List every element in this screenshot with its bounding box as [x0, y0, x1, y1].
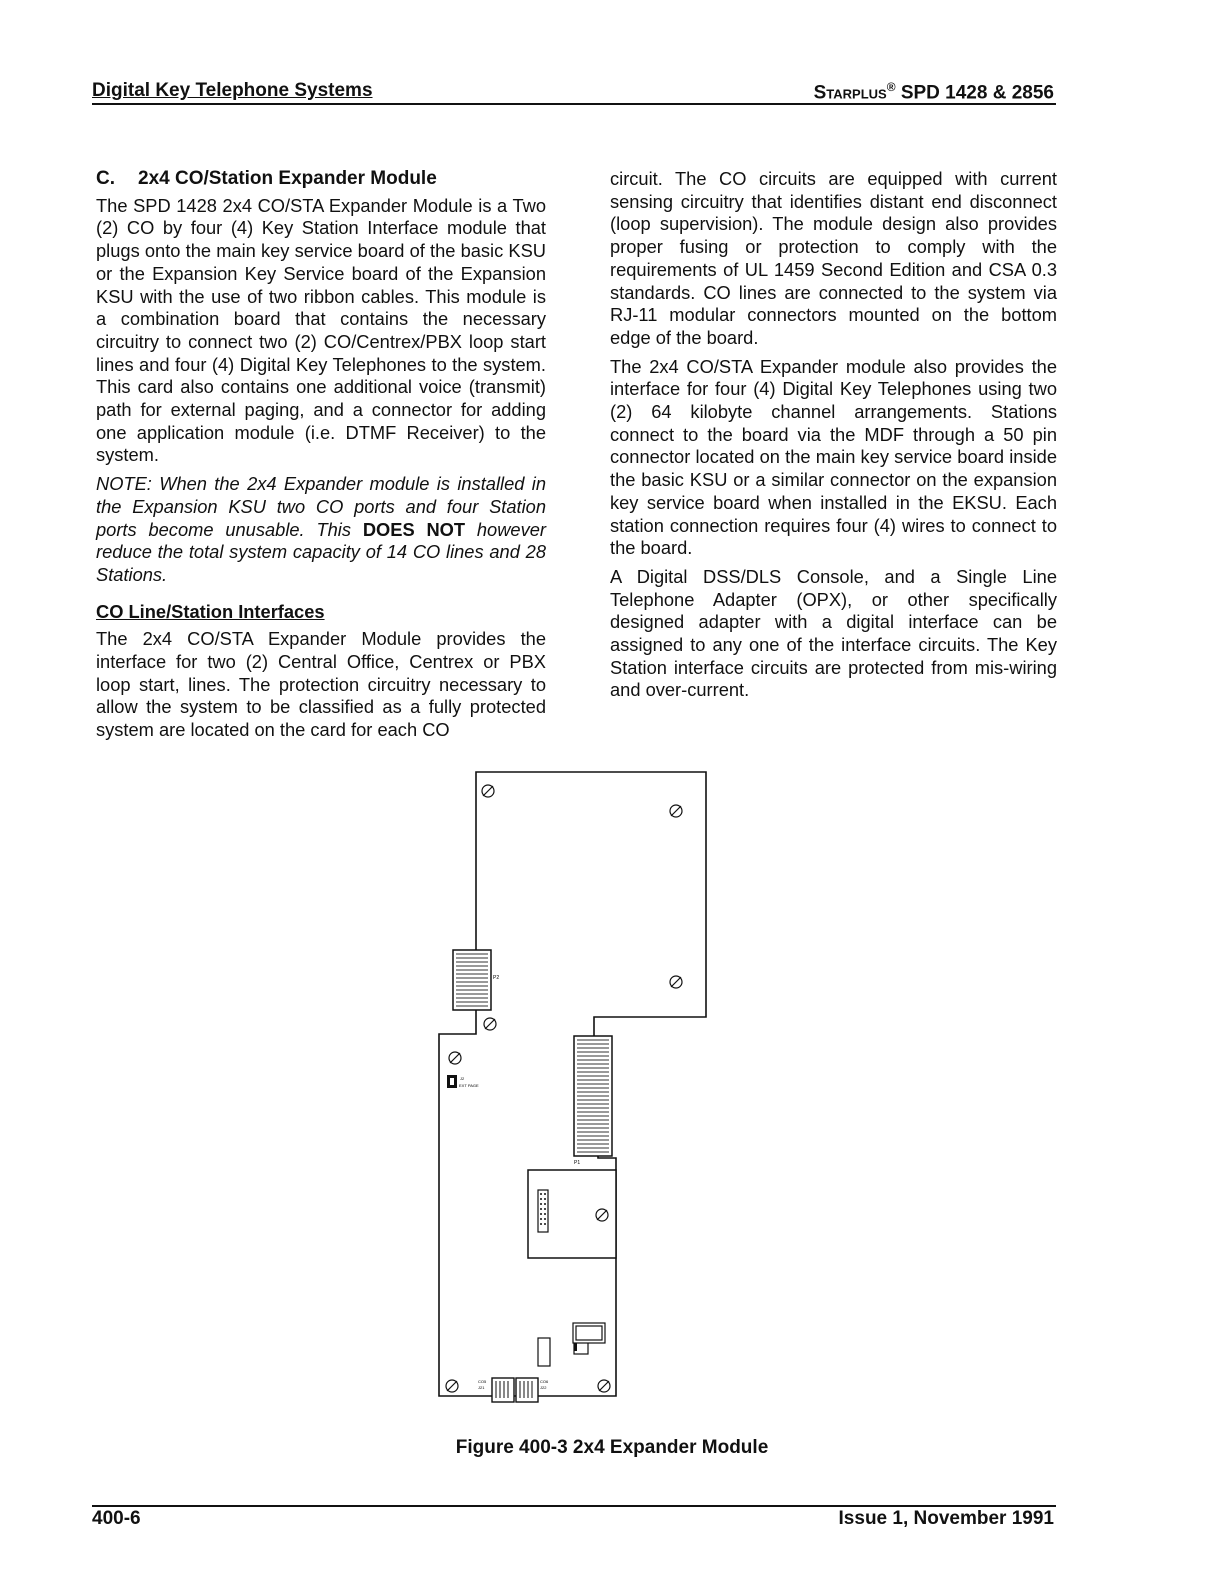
- rj11-jack-co5: [492, 1378, 514, 1402]
- ribbon-connector-p1: [574, 1036, 612, 1156]
- ext-page-jack: [447, 1075, 457, 1088]
- left-column: [96, 168, 546, 748]
- footer-rule: [92, 1505, 1056, 1507]
- label-ext-page: EXT PAGE: [459, 1083, 479, 1088]
- note-emphasis: DOES NOT: [362, 518, 466, 540]
- mounting-hole-icon: [482, 785, 494, 797]
- board-outline: [439, 772, 706, 1396]
- mounting-hole-icon: [446, 1380, 458, 1392]
- expander-module-diagram: [436, 770, 726, 1406]
- issue-date: Issue 1, November 1991: [838, 1508, 1054, 1529]
- mounting-hole-icon: [449, 1052, 461, 1064]
- right-column: [610, 168, 1057, 708]
- header-title: Digital Key Telephone Systems: [92, 80, 373, 101]
- mounting-hole-icon: [484, 1018, 496, 1030]
- rj11-jack-co6: [516, 1378, 538, 1402]
- header-rule: [92, 103, 1056, 105]
- registered-mark: ®: [886, 80, 896, 94]
- label-j21: J21: [478, 1385, 485, 1390]
- label-j2: J2: [460, 1076, 465, 1081]
- ribbon-connector-p2: [453, 950, 491, 1010]
- ic-chip-right: [573, 1323, 605, 1343]
- note-paragraph: [96, 473, 546, 587]
- label-co5: CO5: [478, 1379, 487, 1384]
- label-j22: J22: [540, 1385, 547, 1390]
- co-circuit-paragraph: circuit. The CO circuits are equipped with current sensing circuitry that identifies distant end disconnect (loop supervision). The module design also provides proper fusing or protection to comply with the requirements of UL 1459 Second Edition and CSA 0.3 standards. CO lines are connected to the system via RJ-11 modular connectors mounted on the bottom edge of the board.: [610, 168, 1057, 348]
- header-product: [814, 80, 1054, 104]
- mounting-hole-icon: [670, 976, 682, 988]
- subsection-heading: CO Line/Station Interfaces: [96, 600, 325, 622]
- note-text-b: however reduce the total system capacity of 14 CO lines and 28 Stations.: [96, 518, 546, 585]
- interfaces-paragraph: The 2x4 CO/STA Expander Module provides the interface for two (2) Central Office, Centrex or PBX loop start, lines. The protection circuitry necessary to allow the system to be classified as a fully protected system are located on the card for each CO: [96, 628, 546, 741]
- label-p2: P2: [493, 975, 500, 981]
- digital-key-paragraph: The 2x4 CO/STA Expander module also provides the interface for four (4) Digital Key Telephones using two (2) 64 kilobyte channel arrangements. Stations connect to the board via the MDF through a 50 pin connector located on the main key service board inside the basic KSU or a similar connector on the expansion key service board when installed in the EKSU. Each station connection requires four (4) wires to connect to the board.: [610, 355, 1057, 559]
- model-numbers: SPD 1428 & 2856: [895, 82, 1054, 104]
- label-p1: P1: [574, 1160, 581, 1166]
- page-number: 400-6: [92, 1508, 141, 1529]
- mounting-hole-icons: [446, 785, 682, 1392]
- section-title: 2x4 CO/Station Expander Module: [138, 168, 437, 189]
- intro-paragraph: The SPD 1428 2x4 CO/STA Expander Module is a Two (2) CO by four (4) Key Station Interface module that plugs onto the main key service board of the basic KSU or the Expansion Key Service board of the Expansion KSU with the use of two ribbon cables. This module is a combination board that contains the necessary circuitry to connect two (2) CO/Centrex/PBX loop start lines and four (4) Digital Key Telephones to the system. This card also contains one additional voice (transmit) path for external paging, and a connector for adding one application module (i.e. DTMF Receiver) to the system.: [96, 194, 546, 466]
- ic-chip-left: [538, 1338, 550, 1366]
- section-letter: C.: [96, 168, 115, 189]
- figure-caption: Figure 400-3 2x4 Expander Module: [455, 1437, 769, 1458]
- brand-name: Starplus: [813, 82, 887, 104]
- note-text-a: NOTE: When the 2x4 Expander module is installed in the Expansion KSU two CO ports and four Station ports become unusable. This: [96, 473, 546, 540]
- section-heading: [96, 168, 546, 191]
- console-paragraph: A Digital DSS/DLS Console, and a Single Line Telephone Adapter (OPX), or other specifically designed adapter with a digital interface can be assigned to any one of the interface circuits. The Key Station interface circuits are protected from mis-wiring and over-current.: [610, 565, 1057, 701]
- mounting-hole-icon: [670, 805, 682, 817]
- mounting-hole-icon: [598, 1380, 610, 1392]
- label-co6: CO6: [540, 1379, 549, 1384]
